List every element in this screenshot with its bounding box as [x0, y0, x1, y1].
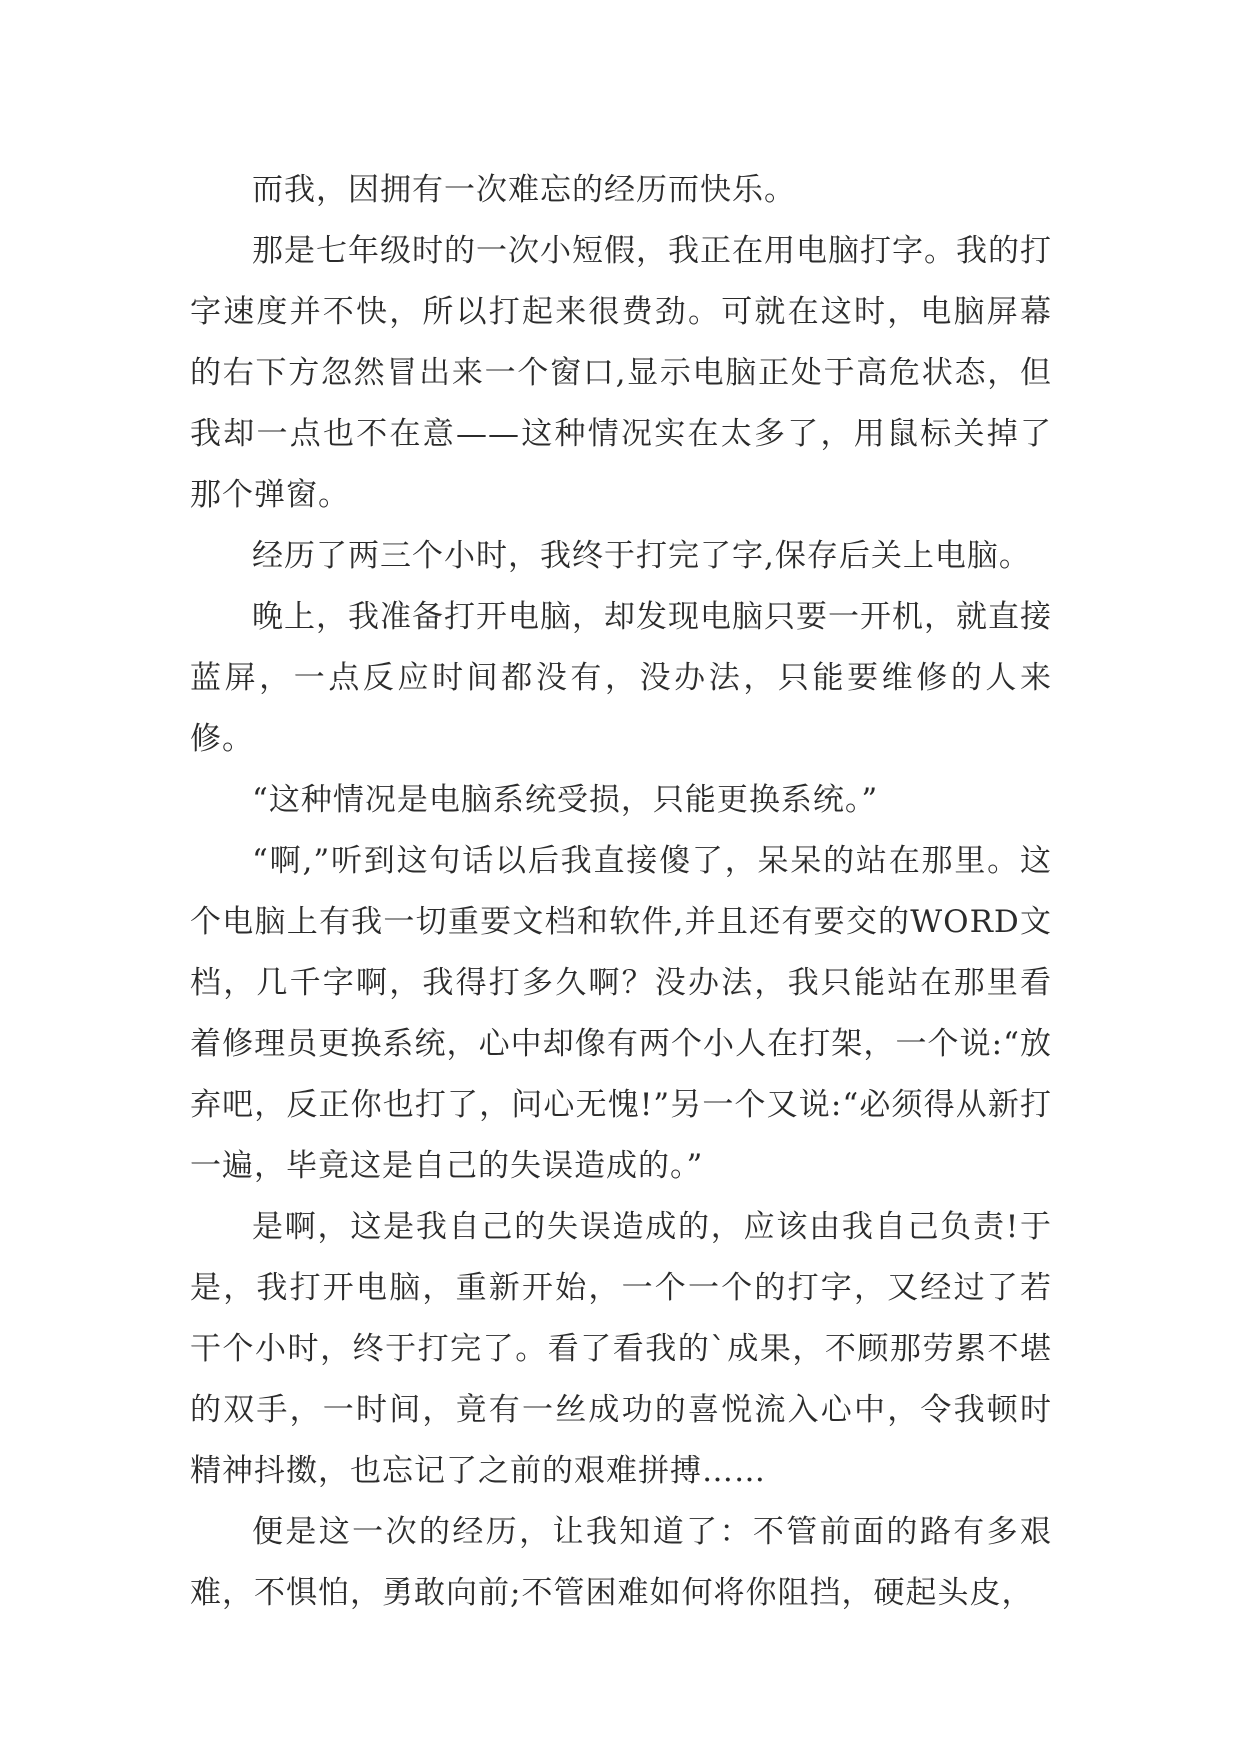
paragraph-5: “这种情况是电脑系统受损，只能更换系统。”: [252, 782, 879, 818]
paragraph-8: 便是这一次的经历，让我知道了：不管前面的路有多艰难，不惧怕，勇敢向前;不管困难如何将你阻挡，硬起头皮，: [190, 1514, 1052, 1611]
paragraph-1: 而我，因拥有一次难忘的经历而快乐。: [252, 172, 796, 208]
essay-body: [190, 160, 1052, 1624]
paragraph-4: 晚上，我准备打开电脑，却发现电脑只要一开机，就直接蓝屏，一点反应时间都没有，没办法，只能要维修的人来修。: [190, 599, 1052, 757]
paragraph-3: 经历了两三个小时，我终于打完了字,保存后关上电脑。: [252, 538, 1031, 574]
paragraph-6: “啊,”听到这句话以后我直接傻了，呆呆的站在那里。这个电脑上有我一切重要文档和软件,并且还有要交的WORD文档，几千字啊，我得打多久啊？没办法，我只能站在那里看着修理员更换系统，心中却像有两个小人在打架，一个说:“放弃吧，反正你也打了，问心无愧!”另一个又说:“必须得从新打一遍，毕竟这是自己的失误造成的。”: [190, 843, 1052, 1184]
paragraph-7: 是啊，这是我自己的失误造成的，应该由我自己负责!于是，我打开电脑，重新开始，一个一个的打字，又经过了若干个小时，终于打完了。看了看我的`成果，不顾那劳累不堪的双手，一时间，竟有一丝成功的喜悦流入心中，令我顿时精神抖擞，也忘记了之前的艰难拼搏……: [190, 1209, 1052, 1489]
paragraph-2: 那是七年级时的一次小短假，我正在用电脑打字。我的打字速度并不快，所以打起来很费劲。可就在这时，电脑屏幕的右下方忽然冒出来一个窗口,显示电脑正处于高危状态，但我却一点也不在意——这种情况实在太多了，用鼠标关掉了那个弹窗。: [190, 233, 1052, 513]
